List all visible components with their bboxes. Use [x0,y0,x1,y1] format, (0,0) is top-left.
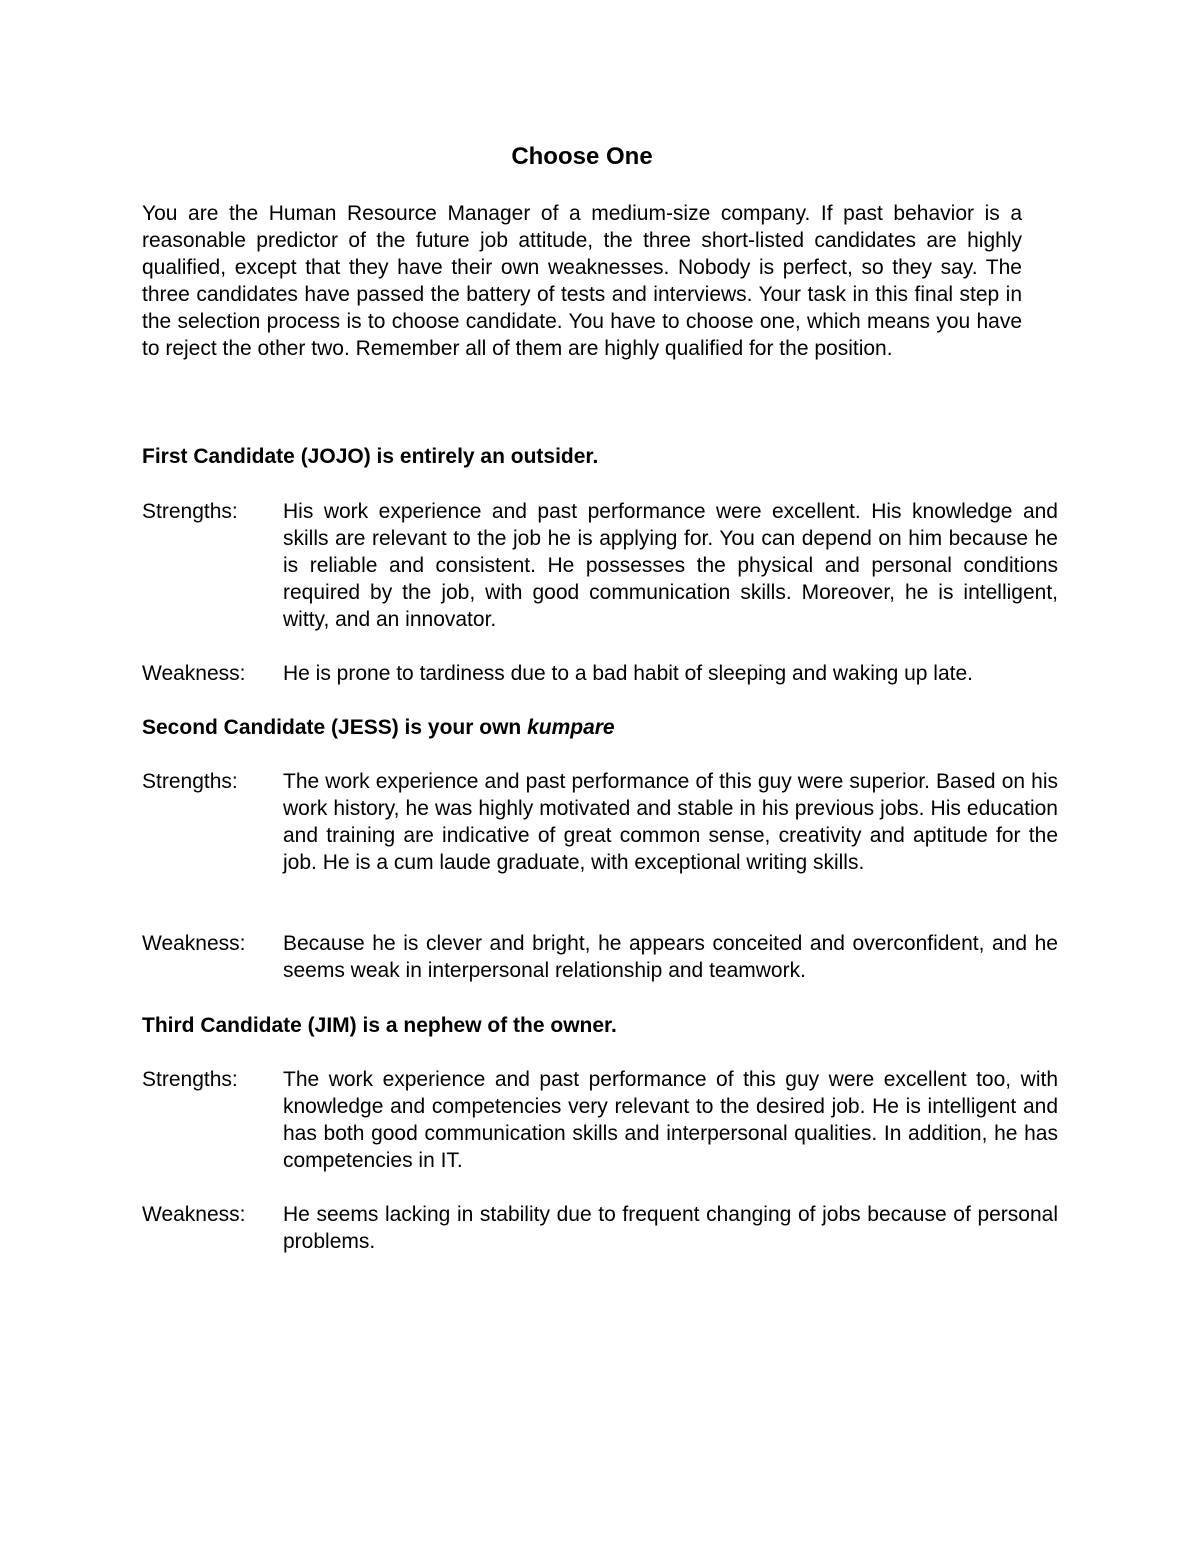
candidate-1-strengths [142,498,1058,633]
strengths-label: Strengths: [142,770,238,793]
weakness-label: Weakness: [142,1203,246,1226]
weakness-text: Because he is clever and bright, he appears conceited and overconfident, and he seems weak in interpersonal relationship and teamwork. [283,932,1058,982]
strengths-text: His work experience and past performance were excellent. His knowledge and skills are relevant to the job he is applying for. You can depend on him because he is reliable and consistent. He possesses the physical and personal conditions required by the job, with good communication skills. Moreover, he is intelligent, witty, and an innovator. [283,500,1058,631]
strengths-label: Strengths: [142,1068,238,1091]
page-title: Choose One [511,143,653,170]
strengths-text: The work experience and past performance of this guy were excellent too, with knowledge and competencies very relevant to the desired job. He is intelligent and has both good communication skills and interpersonal qualities. In addition, he has competencies in IT. [283,1068,1058,1172]
candidate-2-strengths [142,768,1058,876]
weakness-label: Weakness: [142,662,246,685]
candidate-3-heading [142,1012,1062,1039]
candidate-2-heading [142,714,1062,741]
candidate-2-heading-text: Second Candidate (JESS) is your own [142,716,528,739]
strengths-text: The work experience and past performance of this guy were superior. Based on his work history, he was highly motivated and stable in his previous jobs. His education and training are indicative of great common sense, creativity and aptitude for the job. He is a cum laude graduate, with exceptional writing skills. [283,770,1058,874]
candidate-1-heading [142,443,1062,470]
candidate-3-weakness [142,1201,1058,1255]
intro-paragraph: You are the Human Resource Manager of a medium-size company. If past behavior is a reasonable predictor of the future job attitude, the three short-listed candidates are highly qualified, except that they have their own weaknesses. Nobody is perfect, so they say. The three candidates have passed the battery of tests and interviews. Your task in this final step in the selection process is to choose candidate. You have to choose one, which means you have to reject the other two. Remember all of them are highly qualified for the position. [142,202,1022,360]
candidate-1-heading-text: First Candidate (JOJO) is entirely an outsider. [142,445,599,468]
candidate-3-heading-text: Third Candidate (JIM) is a nephew of the owner. [142,1014,617,1037]
candidate-2-heading-italic: kumpare [527,716,615,739]
candidate-3-strengths [142,1066,1058,1174]
weakness-text: He seems lacking in stability due to frequent changing of jobs because of personal problems. [283,1203,1058,1253]
strengths-label: Strengths: [142,500,238,523]
weakness-text: He is prone to tardiness due to a bad habit of sleeping and waking up late. [283,662,973,685]
candidate-2-weakness [142,930,1058,984]
weakness-label: Weakness: [142,932,246,955]
candidate-1-weakness [142,660,1058,687]
